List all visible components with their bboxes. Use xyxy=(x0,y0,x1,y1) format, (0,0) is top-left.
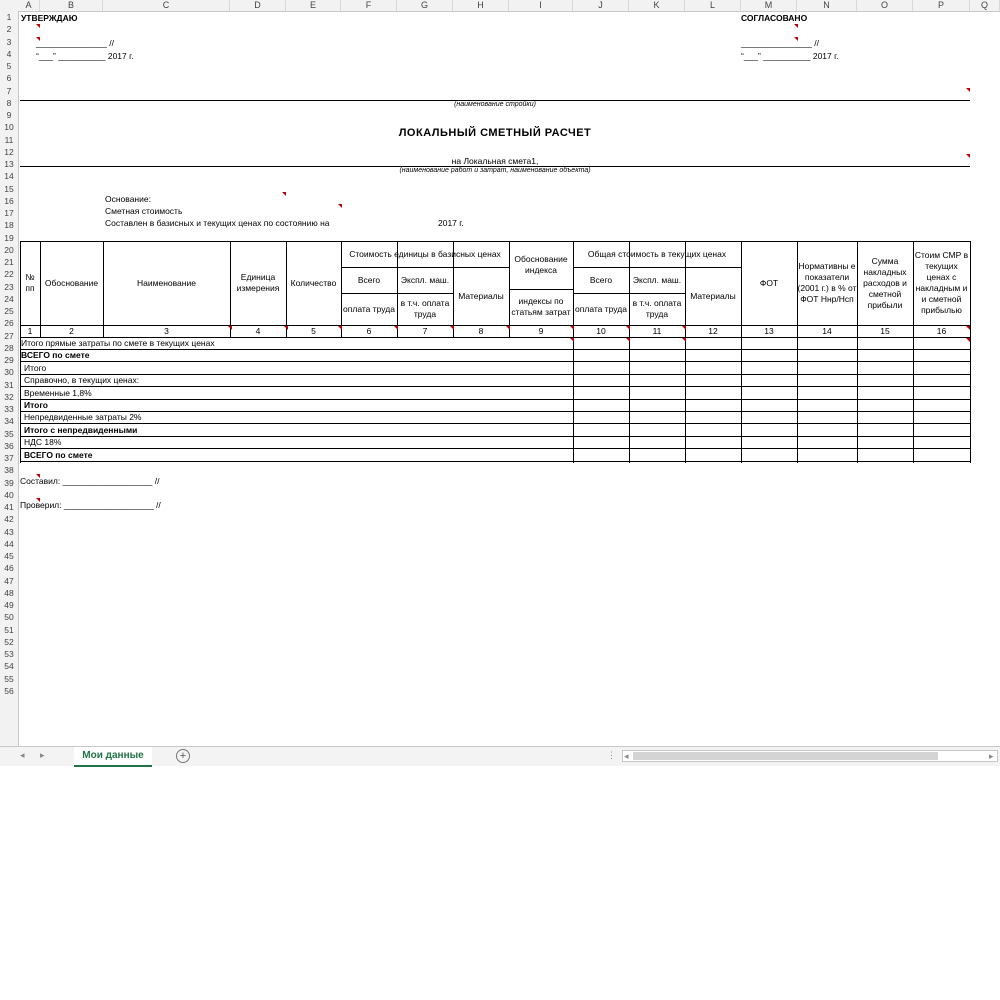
comment-marker-icon[interactable] xyxy=(338,326,342,330)
grid-line xyxy=(741,337,742,463)
column-header[interactable]: B xyxy=(40,0,103,11)
column-header[interactable]: C xyxy=(103,0,230,11)
comment-marker-icon[interactable] xyxy=(966,154,970,158)
grid-line xyxy=(20,461,970,462)
row-header[interactable]: 22 xyxy=(4,269,14,280)
row-header[interactable]: 5 xyxy=(6,61,12,71)
grid-line xyxy=(857,337,858,463)
row-header[interactable]: 53 xyxy=(4,649,14,659)
row-header[interactable]: 11 xyxy=(4,134,14,145)
grid-line xyxy=(970,337,971,463)
prices-year: 2017 г. xyxy=(438,218,464,228)
prices-label: Составлен в базисных и текущих ценах по состоянию на xyxy=(105,218,330,228)
comment-marker-icon[interactable] xyxy=(36,498,40,502)
sheet-tab-my-data[interactable]: Мои данные xyxy=(74,747,152,767)
row-header[interactable]: 12 xyxy=(4,146,14,157)
grid-line xyxy=(20,448,970,449)
row-header[interactable]: 6 xyxy=(6,73,12,84)
column-number: 4 xyxy=(255,325,261,336)
header-total-current: Всего xyxy=(589,274,613,285)
grid-line xyxy=(20,374,970,375)
header-total: Всего xyxy=(357,274,381,285)
horizontal-scrollbar[interactable] xyxy=(622,750,998,762)
comment-marker-icon[interactable] xyxy=(338,204,342,208)
summary-row-label: Итого xyxy=(24,400,48,410)
header-machines-labor: в т.ч. оплата труда xyxy=(400,298,450,319)
column-header[interactable]: E xyxy=(286,0,341,11)
column-number: 12 xyxy=(708,325,718,336)
row-header[interactable]: 37 xyxy=(4,453,14,463)
comment-marker-icon[interactable] xyxy=(228,326,232,330)
checked-by: Проверил: ___________________ // xyxy=(20,500,161,510)
row-header[interactable]: 52 xyxy=(4,636,14,647)
grid-line xyxy=(20,399,970,400)
column-number: 9 xyxy=(538,325,544,336)
row-header[interactable]: 32 xyxy=(4,391,14,402)
summary-row-label: Временные 1,8% xyxy=(24,387,92,398)
row-header[interactable]: 4 xyxy=(6,48,12,59)
row-header[interactable]: 2 xyxy=(6,24,12,35)
summary-row-label: Справочно, в текущих ценах: xyxy=(24,375,140,386)
row-header[interactable]: 15 xyxy=(4,183,14,194)
row-header[interactable]: 20 xyxy=(4,244,14,255)
row-header[interactable]: 28 xyxy=(4,342,14,353)
column-header[interactable]: H xyxy=(453,0,509,11)
summary-row-label: ВСЕГО по смете xyxy=(24,449,93,460)
row-header[interactable]: 23 xyxy=(4,281,14,292)
header-smr: Стоим СМР в текущих ценах с накладным и и сметной прибылью xyxy=(914,250,969,315)
scroll-left-icon[interactable]: ◂ xyxy=(624,751,629,761)
comment-marker-icon[interactable] xyxy=(506,326,510,330)
grid-line xyxy=(20,411,970,412)
row-header[interactable]: 31 xyxy=(4,379,14,390)
comment-marker-icon[interactable] xyxy=(36,474,40,478)
header-norms: Нормативны е показатели (2001 г.) в % от ФОТ Ннр/Нсп xyxy=(797,261,857,304)
row-header[interactable]: 9 xyxy=(6,110,12,120)
row-header[interactable]: 44 xyxy=(4,538,14,549)
comment-marker-icon[interactable] xyxy=(36,37,40,41)
column-header[interactable]: O xyxy=(857,0,913,11)
header-labor-current: оплата труда xyxy=(575,303,627,314)
row-header[interactable]: 35 xyxy=(4,428,14,439)
row-headers[interactable] xyxy=(0,11,19,746)
header-machines-labor-current: в т.ч. оплата труда xyxy=(632,298,682,319)
comment-marker-icon[interactable] xyxy=(682,338,686,342)
header-unit-cost: Стоимость единицы в базисных ценах xyxy=(349,248,501,259)
basis-label: Основание: xyxy=(105,194,151,204)
column-number: 10 xyxy=(596,325,606,336)
header-machines: Экспл. маш. xyxy=(400,274,450,285)
column-number: 5 xyxy=(311,325,316,336)
row-header[interactable]: 34 xyxy=(4,416,14,427)
add-sheet-icon[interactable]: + xyxy=(176,749,190,763)
column-number: 6 xyxy=(366,325,372,336)
header-index-items: индексы по статьям затрат xyxy=(511,296,571,317)
grid-line xyxy=(685,337,686,463)
grid-line xyxy=(20,361,970,362)
comment-marker-icon[interactable] xyxy=(36,24,40,28)
row-header[interactable]: 49 xyxy=(4,600,14,610)
column-headers[interactable] xyxy=(0,0,1000,12)
column-header[interactable]: D xyxy=(230,0,286,11)
header-current-cost: Общая стоимость в текущих ценах xyxy=(587,248,727,259)
header-name: Наименование xyxy=(137,277,196,288)
summary-row-label: Непредвиденные затраты 2% xyxy=(24,412,142,423)
row-header[interactable]: 51 xyxy=(4,624,14,635)
row-header[interactable]: 47 xyxy=(4,575,14,586)
grid-line xyxy=(573,337,574,463)
row-header[interactable]: 3 xyxy=(6,36,12,47)
row-header[interactable]: 25 xyxy=(4,306,14,316)
subject-caption: (наименование работ и затрат, наименование объекта) xyxy=(399,167,591,174)
row-header[interactable]: 48 xyxy=(4,587,14,598)
row-header[interactable]: 55 xyxy=(4,673,14,684)
agreed-label: СОГЛАСОВАНО xyxy=(741,13,808,23)
column-number: 2 xyxy=(69,325,74,336)
header-num: № пп xyxy=(25,272,35,293)
column-header[interactable]: K xyxy=(629,0,685,11)
column-header[interactable]: A xyxy=(18,0,40,11)
comment-marker-icon[interactable] xyxy=(284,326,288,330)
row-header[interactable]: 18 xyxy=(4,220,14,231)
row-header[interactable]: 38 xyxy=(4,465,14,476)
document-title: ЛОКАЛЬНЫЙ СМЕТНЫЙ РАСЧЕТ xyxy=(398,127,592,139)
grid-line xyxy=(970,241,971,337)
sheet-tab-bar xyxy=(0,746,1000,766)
column-number: 13 xyxy=(764,325,774,336)
header-materials-current: Материалы xyxy=(690,290,736,301)
comment-marker-icon[interactable] xyxy=(966,88,970,92)
options-icon[interactable]: ⋮ xyxy=(607,750,616,760)
construction-caption: (наименование стройки) xyxy=(454,101,536,108)
column-header[interactable]: Q xyxy=(970,0,1000,11)
column-header[interactable]: N xyxy=(797,0,857,11)
comment-marker-icon[interactable] xyxy=(794,37,798,41)
row-header[interactable]: 27 xyxy=(4,330,14,341)
row-header[interactable]: 1 xyxy=(6,12,12,22)
row-header[interactable]: 36 xyxy=(4,440,14,451)
grid-line xyxy=(629,337,630,463)
summary-row-label: Итого xyxy=(24,362,47,373)
comment-marker-icon[interactable] xyxy=(282,192,286,196)
grid-line xyxy=(20,386,970,387)
row-header[interactable]: 45 xyxy=(4,551,14,561)
column-header[interactable]: G xyxy=(397,0,453,11)
signature-left: _______________ // xyxy=(36,38,114,48)
header-quantity: Количество xyxy=(290,277,337,288)
comment-marker-icon[interactable] xyxy=(794,24,798,28)
comment-marker-icon[interactable] xyxy=(450,326,454,330)
estimate-subject: на Локальная смета1, xyxy=(451,156,539,166)
column-header[interactable]: M xyxy=(741,0,797,11)
header-machines-current: Экспл. маш. xyxy=(632,274,682,285)
row-header[interactable]: 14 xyxy=(4,171,14,182)
summary-row-label: Итого с непредвиденными xyxy=(24,424,138,435)
row-header[interactable]: 30 xyxy=(4,367,14,378)
next-sheet-icon[interactable]: ▸ xyxy=(40,750,45,760)
row-header[interactable]: 56 xyxy=(4,685,14,696)
comment-marker-icon[interactable] xyxy=(394,326,398,330)
column-number: 15 xyxy=(880,325,890,336)
column-header[interactable]: P xyxy=(913,0,970,11)
grid-line xyxy=(20,349,970,350)
cost-label: Сметная стоимость xyxy=(105,206,183,216)
column-header[interactable]: L xyxy=(685,0,741,11)
comment-marker-icon[interactable] xyxy=(966,326,970,330)
row-header[interactable]: 40 xyxy=(4,489,14,500)
grid-line xyxy=(913,337,914,463)
scrollbar-thumb[interactable] xyxy=(633,752,938,760)
column-number: 3 xyxy=(164,325,169,336)
column-header[interactable]: J xyxy=(573,0,629,11)
row-header[interactable]: 42 xyxy=(4,514,14,525)
row-header[interactable]: 43 xyxy=(4,526,14,537)
prev-sheet-icon[interactable]: ◂ xyxy=(20,750,25,760)
column-number: 7 xyxy=(422,325,428,336)
approve-label: УТВЕРЖДАЮ xyxy=(21,13,78,23)
comment-marker-icon[interactable] xyxy=(626,326,630,330)
comment-marker-icon[interactable] xyxy=(570,326,574,330)
row-header[interactable]: 24 xyxy=(4,293,14,304)
date-right: “___” __________ 2017 г. xyxy=(741,51,839,61)
summary-row-label: НДС 18% xyxy=(24,437,62,448)
date-left: “___” __________ 2017 г. xyxy=(36,51,134,61)
column-number: 16 xyxy=(936,325,947,336)
header-labor: оплата труда xyxy=(343,303,395,314)
row-header[interactable]: 46 xyxy=(4,563,14,574)
scroll-right-icon[interactable]: ▸ xyxy=(989,751,994,761)
header-justification: Обоснование xyxy=(44,277,99,288)
summary-row-label: ВСЕГО по смете xyxy=(21,350,90,361)
row-header[interactable]: 13 xyxy=(4,159,14,169)
row-header[interactable]: 8 xyxy=(6,97,12,108)
summary-row-label: Итого прямые затраты по смете в текущих ценах xyxy=(21,338,215,348)
row-header[interactable]: 41 xyxy=(4,502,14,512)
row-header[interactable]: 19 xyxy=(4,232,14,243)
column-number: 1 xyxy=(27,325,33,336)
row-header[interactable]: 54 xyxy=(4,661,14,672)
row-header[interactable]: 39 xyxy=(4,477,14,488)
comment-marker-icon[interactable] xyxy=(570,338,574,342)
comment-marker-icon[interactable] xyxy=(682,326,686,330)
header-overhead: Сумма накладных расходов и сметной прибыли xyxy=(863,255,907,310)
row-header[interactable]: 17 xyxy=(4,208,14,218)
column-header[interactable]: F xyxy=(341,0,397,11)
header-materials: Материалы xyxy=(458,290,504,301)
header-fot: ФОТ xyxy=(759,277,779,288)
compiled-by: Составил: ___________________ // xyxy=(20,476,160,486)
row-header[interactable]: 29 xyxy=(4,355,14,365)
header-unit: Единица измерения xyxy=(236,272,280,293)
signature-right: _______________ // xyxy=(741,38,819,48)
grid-line xyxy=(20,423,970,424)
column-header[interactable]: I xyxy=(509,0,573,11)
row-header[interactable]: 50 xyxy=(4,612,14,623)
row-header[interactable]: 10 xyxy=(4,122,14,133)
column-number: 8 xyxy=(478,325,484,336)
column-number: 11 xyxy=(652,325,662,336)
row-header[interactable]: 16 xyxy=(4,195,14,206)
grid-line xyxy=(20,436,970,437)
comment-marker-icon[interactable] xyxy=(966,338,970,342)
comment-marker-icon[interactable] xyxy=(626,338,630,342)
row-header[interactable]: 21 xyxy=(4,257,14,267)
header-index-justification: Обоснование индекса xyxy=(514,254,568,275)
row-header[interactable]: 33 xyxy=(4,404,14,414)
row-header[interactable]: 7 xyxy=(6,85,12,96)
row-header[interactable]: 26 xyxy=(4,318,14,329)
column-number: 14 xyxy=(822,325,832,336)
grid-line xyxy=(797,337,798,463)
